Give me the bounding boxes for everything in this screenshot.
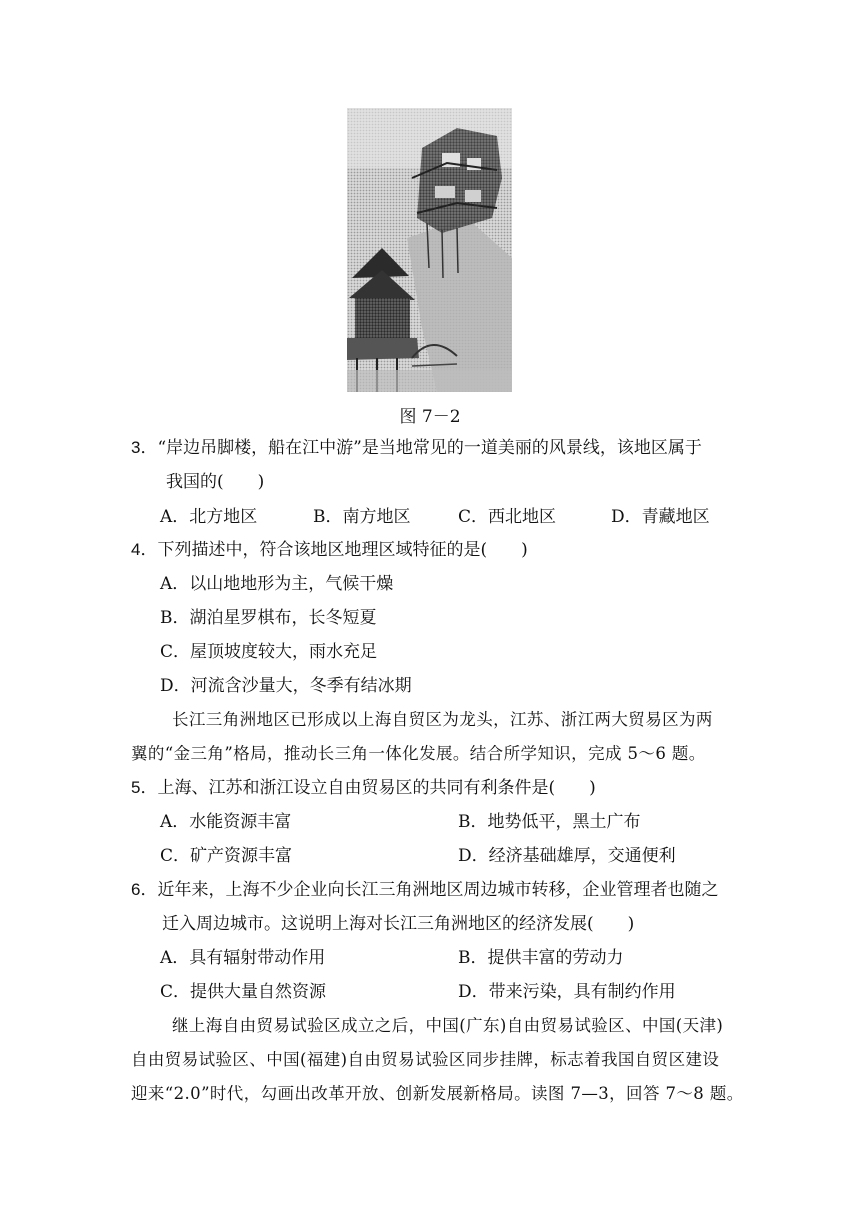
- question-3-line-1: [131, 436, 702, 460]
- passage-2-line-2: 自由贸易试验区、中国(福建)自由贸易试验区同步挂牌，标志着我国自贸区建设: [131, 1050, 720, 1069]
- question-3-option-d[interactable]: D．青藏地区: [611, 507, 710, 527]
- passage-1-line-1: 长江三角洲地区已形成以上海自贸区为龙头，江苏、浙江两大贸易区为两: [172, 710, 713, 729]
- question-4-option-d[interactable]: D．河流含沙量大，冬季有结冰期: [160, 676, 412, 696]
- question-6-line-1: [131, 878, 718, 902]
- question-6-option-d[interactable]: D．带来污染，具有制约作用: [458, 982, 676, 1002]
- question-6-text: 近年来，上海不少企业向长江三角洲地区周边城市转移，企业管理者也随之: [157, 880, 719, 900]
- question-4-option-c[interactable]: C．屋顶坡度较大，雨水充足: [160, 642, 378, 662]
- question-5-option-c[interactable]: C．矿产资源丰富: [160, 846, 293, 866]
- question-4-option-a[interactable]: A．以山地地形为主，气候干燥: [160, 574, 394, 594]
- question-3-number: 3．: [131, 438, 158, 457]
- passage-1-line-2: 翼的“金三角”格局，推动长三角一体化发展。结合所学知识，完成 5～6 题。: [131, 744, 706, 763]
- question-5-number: 5．: [131, 778, 158, 797]
- question-6-number: 6．: [131, 880, 158, 899]
- question-3-option-b[interactable]: B．南方地区: [313, 507, 411, 527]
- question-5-text: 上海、江苏和浙江设立自由贸易区的共同有利条件是( ): [157, 778, 596, 798]
- stilt-house-illustration: [347, 108, 512, 392]
- question-4-line-1: [131, 538, 528, 562]
- question-3-line-2: 我国的( ): [166, 472, 265, 492]
- passage-2-line-3: 迎来“2.0”时代，勾画出改革开放、创新发展新格局。读图 7—3，回答 7～8 题。: [131, 1084, 744, 1103]
- question-6-line-2: 迁入周边城市。这说明上海对长江三角洲地区的经济发展( ): [162, 914, 635, 934]
- question-3-option-c[interactable]: C．西北地区: [458, 507, 557, 527]
- question-3-option-a[interactable]: A．北方地区: [160, 507, 258, 527]
- figure-caption: 图 7－2: [399, 407, 461, 427]
- question-4-number: 4．: [131, 540, 158, 559]
- passage-2-line-1: 继上海自由贸易试验区成立之后，中国(广东)自由贸易试验区、中国(天津): [172, 1016, 724, 1035]
- question-4-option-b[interactable]: B．湖泊星罗棋布，长冬短夏: [160, 608, 377, 628]
- question-6-option-a[interactable]: A．具有辐射带动作用: [160, 948, 326, 968]
- question-5-option-b[interactable]: B．地势低平，黑土广布: [458, 812, 641, 832]
- question-5-option-d[interactable]: D．经济基础雄厚，交通便利: [458, 846, 676, 866]
- question-5-line-1: [131, 776, 596, 800]
- question-6-option-b[interactable]: B．提供丰富的劳动力: [458, 948, 624, 968]
- question-3-text: “岸边吊脚楼，船在江中游”是当地常见的一道美丽的风景线，该地区属于: [157, 438, 702, 458]
- question-6-option-c[interactable]: C．提供大量自然资源: [160, 982, 327, 1002]
- question-4-text: 下列描述中，符合该地区地理区域特征的是( ): [157, 540, 528, 560]
- question-5-option-a[interactable]: A．水能资源丰富: [160, 812, 292, 832]
